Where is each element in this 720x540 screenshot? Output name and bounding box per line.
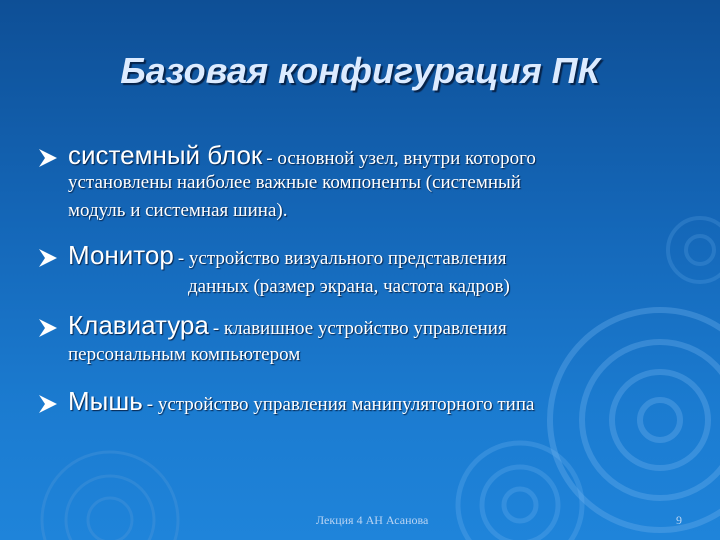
bullet-term: системный блок (68, 140, 263, 170)
bullet-description: - устройство визуального представления (177, 248, 507, 269)
slide-title: Базовая конфигурация ПК (120, 50, 600, 91)
bullet-description-line: персональным компьютером (68, 344, 301, 365)
bullet-description-line: модуль и системная шина). (68, 200, 288, 221)
bullet-term: Мышь (68, 386, 143, 416)
bullet-term: Клавиатура (68, 310, 209, 340)
bullet-term: Монитор (68, 240, 174, 270)
bullet-description: - устройство управления манипуляторного типа (146, 394, 535, 415)
arrowhead-bullet-icon (36, 246, 60, 270)
page-number: 9 (676, 513, 682, 527)
bullet-description-line: данных (размер экрана, частота кадров) (188, 276, 510, 297)
bullet-description: - основной узел, внутри которого (266, 148, 536, 169)
bullet-description: - клавишное устройство управления (212, 318, 507, 339)
footer-caption: Лекция 4 АН Асанова (316, 513, 429, 527)
bullet-description-line: установлены наиболее важные компоненты (системный (68, 172, 521, 193)
arrowhead-bullet-icon (36, 316, 60, 340)
arrowhead-bullet-icon (36, 146, 60, 170)
arrowhead-bullet-icon (36, 392, 60, 416)
